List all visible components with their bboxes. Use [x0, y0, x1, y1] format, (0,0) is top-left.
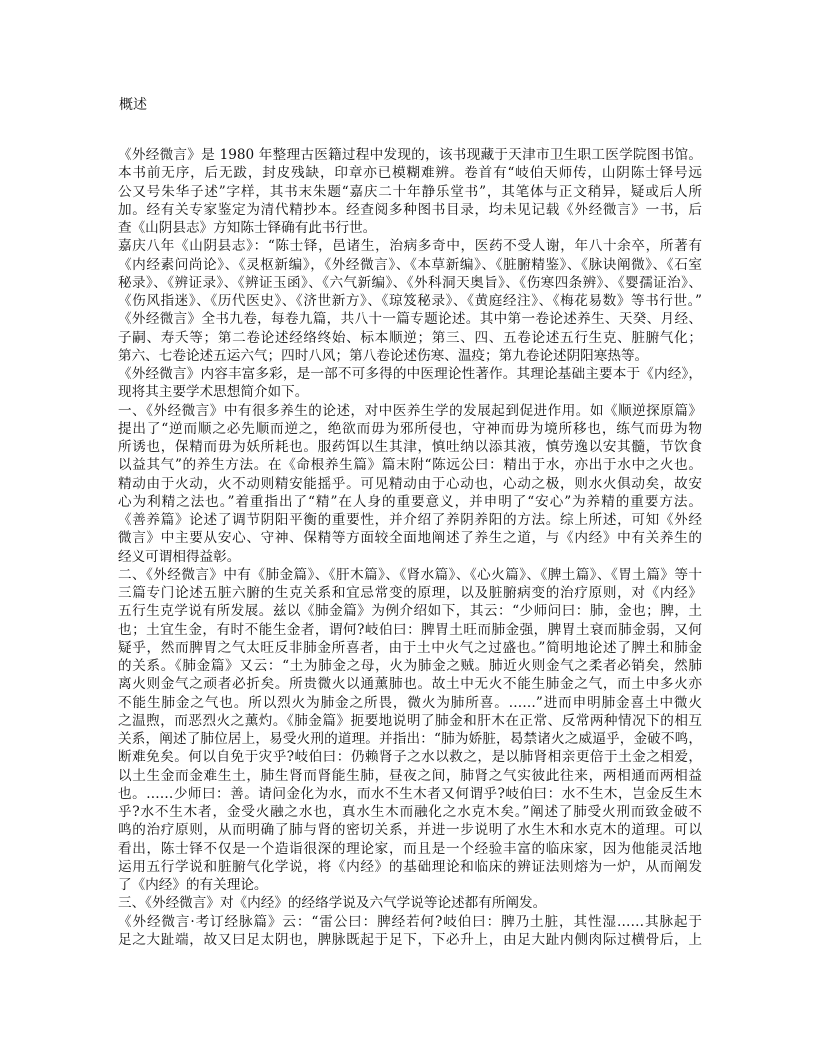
text-line: 也。……少师曰：善。请问金化为水，而水不生木者又何谓乎?岐伯曰：水不生木，岂金反生木	[118, 785, 702, 802]
text-line: 现将其主要学术思想简介如下。	[118, 384, 309, 401]
text-line: 疑乎，然而脾胃之气太旺反非肺金所喜者，由于土中火气之过盛也。”简明地论述了脾土和肺金	[118, 639, 702, 656]
text-line: 《伤风指迷》、《历代医史》、《济世新方》、《琼笈秘录》、《黄庭经注》、《梅花易数》等书行世。”	[118, 293, 702, 309]
text-line: 查《山阴县志》方知陈士铎确有此书行世。	[118, 220, 377, 236]
text-line: 离火则金气之顽者必折矣。所贵微火以通薰肺也。故土中无火不能生肺金之气，而土中多火亦	[118, 676, 702, 693]
text-line: 《外经微言》全书九卷，每卷九篇，共八十一篇专题论述。其中第一卷论述养生、天癸、月经、	[118, 311, 702, 328]
text-line: 一、《外经微言》中有很多养生的论述，对中医养生学的发展起到促进作用。如《顺逆探原篇》	[118, 402, 702, 419]
text-line: 关系，阐述了肺位居上，易受火刑的道理。并指出：“肺为娇脏，曷禁诸火之威逼乎，金破不鸣，	[118, 731, 702, 747]
text-line: 看出，陈士铎不仅是一个造诣很深的理论家，而且是一个经验丰富的临床家，因为他能灵活地	[118, 840, 702, 857]
text-line: 运用五行学说和脏腑气化学说，将《内经》的基础理论和临床的辨证法则熔为一炉，从而阐发	[118, 858, 702, 875]
text-line: 《外经微言·考订经脉篇》云：“雷公曰：脾经若何?岐伯曰：脾乃土脏，其性湿……其脉起于	[118, 913, 702, 930]
text-line: 《内经素问尚论》、《灵枢新编》，《外经微言》、《本草新编》、《脏腑精鉴》、《脉诀阐微》、《石室	[118, 256, 702, 273]
text-line: 公又号朱华子述”字样，其书末朱题“嘉庆二十年静乐堂书”，其笔体与正文稍异，疑或后人所	[118, 183, 702, 200]
text-line: 鸣的治疗原则，从而明确了肺与肾的密切关系，并进一步说明了水生木和水克木的道理。可以	[118, 822, 702, 839]
text-line: 所诱也，保精而毋为妖所耗也。服药饵以生其津，慎吐纳以添其液，慎劳逸以安其髓，节饮食	[118, 439, 702, 455]
text-line: 嘉庆八年《山阴县志》：“陈士铎，邑诸生，治病多奇中，医药不受人谢，年八十余卒，所著有	[118, 238, 702, 255]
text-line: 《外经微言》内容丰富多彩，是一部不可多得的中医理论性著作。其理论基础主要本于《内经》，	[118, 366, 702, 382]
text-line: 《善养篇》论述了调节阴阳平衡的重要性，并介绍了养阴养阳的方法。综上所述，可知《外经	[118, 512, 702, 528]
text-line: 了《内经》的有关理论。	[118, 877, 268, 893]
text-line: 二、《外经微言》中有《肺金篇》、《肝木篇》、《肾水篇》、《心火篇》、《脾土篇》、《胃土篇》等十	[118, 566, 702, 583]
text-line: 提出了“逆而顺之必先顺而逆之，绝欲而毋为邪所侵也，守神而毋为境所移也，练气而毋为物	[118, 420, 702, 437]
text-line: 足之大趾端，故又曰足太阴也，脾脉既起于足下，下必升上，由足大趾内侧肉际过横骨后，上	[118, 931, 702, 948]
text-line: 乎?水不生木者，金受火融之水也，真水生木而融化之水克木矣。”阐述了肺受火刑而致金破不	[118, 804, 702, 820]
text-line: 断难免矣。何以自免于灾乎?岐伯曰：仍赖肾子之水以救之，是以肺肾相亲更倍于土金之相爱，	[118, 749, 702, 766]
text-line: 之温煦，而恶烈火之薰灼。《肺金篇》扼要地说明了肺金和肝木在正常、反常两种情况下的相互	[118, 712, 702, 729]
section-title: 概述	[119, 97, 147, 113]
text-line: 微言》中主要从安心、守神、保精等方面较全面地阐述了养生之道，与《内经》中有关养生的	[118, 530, 702, 547]
document-body	[118, 146, 702, 949]
text-line: 心为利精之法也。”着重指出了“精”在人身的重要意义，并申明了“安心”为养精的重要方法。	[118, 493, 702, 510]
text-line: 《外经微言》是 1980 年整理古医籍过程中发现的，该书现藏于天津市卫生职工医学院图书馆。	[118, 147, 702, 163]
text-line: 秘录》、《辨证录》、《辨证玉函》、《六气新编》、《外科洞天奥旨》、《伤寒四条辨》、《婴孺证治》、	[118, 274, 702, 291]
text-line: 不能生肺金之气也。所以烈火为肺金之所畏，微火为肺所喜。……”进而申明肺金喜土中微火	[118, 694, 702, 711]
text-line: 也；土宜生金，有时不能生金者，谓何?岐伯曰：脾胃土旺而肺金强，脾胃土衰而肺金弱，又何	[118, 621, 702, 638]
text-line: 以土生金而金难生土，肺生肾而肾能生肺，昼夜之间，肺肾之气实彼此往来，两相通而两相益	[118, 767, 702, 784]
text-line: 子嗣、寿夭等；第二卷论述经络终始、标本顺逆；第三、四、五卷论述五行生克、脏腑气化；	[118, 329, 702, 346]
text-line: 三、《外经微言》对《内经》的经络学说及六气学说等论述都有所阐发。	[118, 895, 547, 912]
text-line: 以益其气”的养生方法。在《命根养生篇》篇末附“陈远公曰：精出于水，亦出于水中之火也。	[118, 457, 702, 474]
text-line: 精动由于火动，火不动则精安能摇乎。可见精动由于心动也，心动之极，则水火俱动矣，故安	[118, 475, 702, 492]
text-line: 三篇专门论述五脏六腑的生克关系和宜忌常变的原理，以及脏腑病变的治疗原则，对《内经》	[118, 585, 702, 601]
text-line: 经义可谓相得益彰。	[118, 548, 241, 565]
text-line: 加。经有关专家鉴定为清代精抄本。经查阅多种图书目录，均未见记载《外经微言》一书，后	[118, 201, 702, 218]
text-line: 的关系。《肺金篇》又云：“土为肺金之母，火为肺金之贼。肺近火则金气之柔者必销矣，然肺	[118, 658, 702, 674]
text-line: 第六、七卷论述五运六气；四时八风；第八卷论述伤寒、温疫；第九卷论述阴阳寒热等。	[118, 347, 649, 364]
text-line: 本书前无序，后无跋，封皮残缺，印章亦已模糊难辨。卷首有“岐伯天师传，山阴陈士铎号远	[118, 165, 702, 182]
text-line: 五行生克学说有所发展。兹以《肺金篇》为例介绍如下，其云：“少师问曰：肺，金也；脾，土	[118, 603, 702, 620]
